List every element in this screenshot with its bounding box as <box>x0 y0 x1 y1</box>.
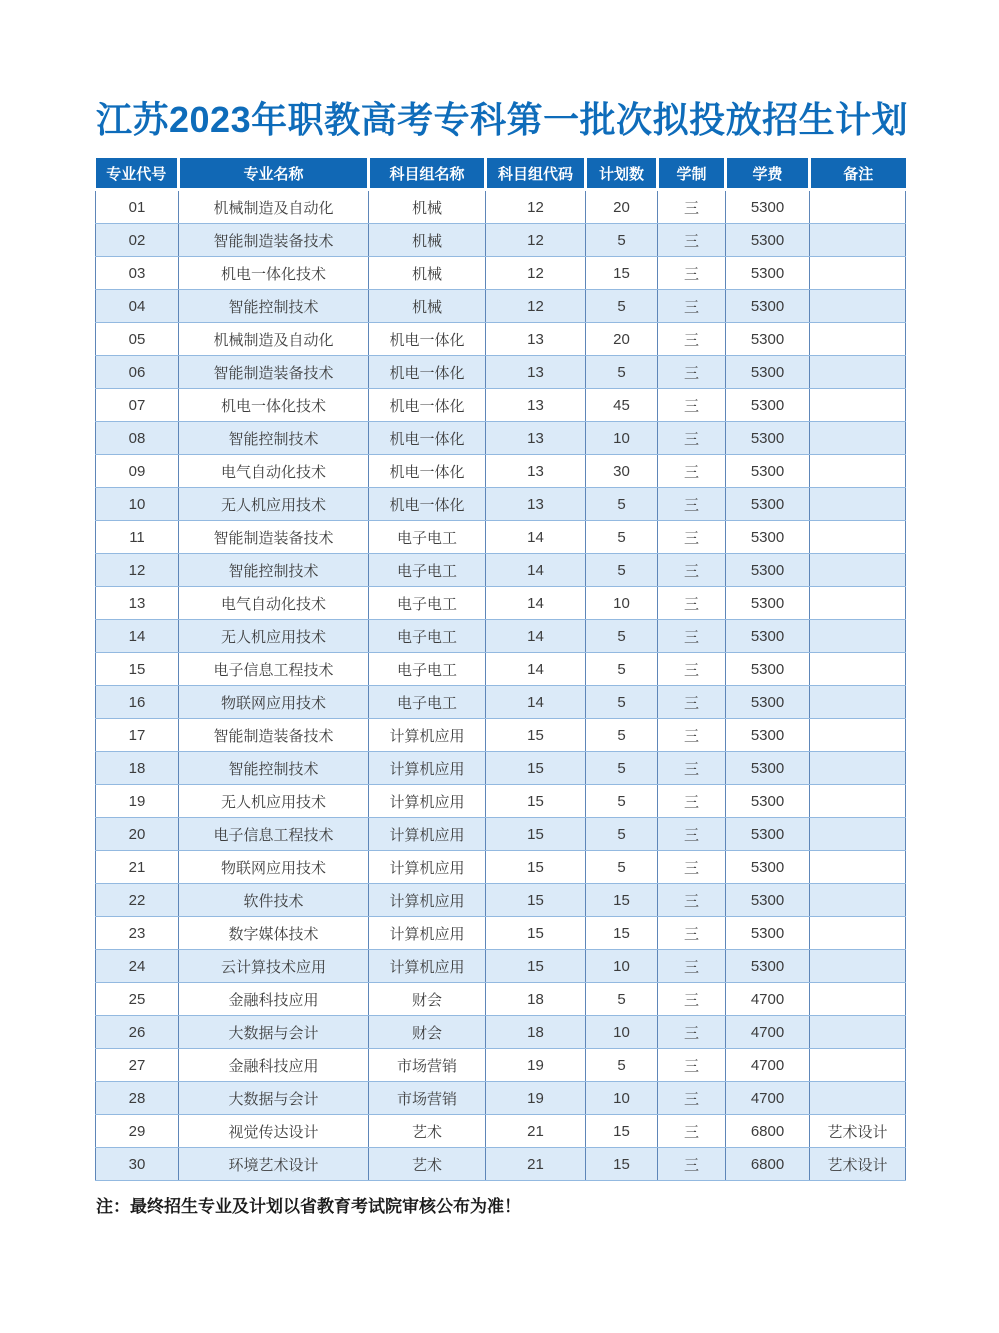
table-cell: 5 <box>586 488 658 521</box>
table-cell <box>810 554 906 587</box>
table-row <box>96 950 906 983</box>
table-cell: 6800 <box>726 1148 810 1181</box>
table-cell: 机电一体化 <box>369 356 486 389</box>
table-cell: 三 <box>658 719 726 752</box>
table-cell: 4700 <box>726 1016 810 1049</box>
table-row <box>96 422 906 455</box>
table-row <box>96 752 906 785</box>
table-cell: 15 <box>486 884 586 917</box>
table-cell: 三 <box>658 752 726 785</box>
table-cell: 19 <box>96 785 179 818</box>
table-row <box>96 620 906 653</box>
table-cell: 15 <box>486 851 586 884</box>
table-cell <box>810 1082 906 1115</box>
table-cell: 12 <box>96 554 179 587</box>
table-cell <box>810 257 906 290</box>
table-cell: 计算机应用 <box>369 818 486 851</box>
table-row <box>96 488 906 521</box>
column-header-3: 科目组名称 <box>369 158 486 190</box>
table-cell: 电子电工 <box>369 620 486 653</box>
table-row <box>96 190 906 224</box>
table-cell: 数字媒体技术 <box>179 917 369 950</box>
table-cell: 无人机应用技术 <box>179 785 369 818</box>
table-cell: 5300 <box>726 686 810 719</box>
table-cell: 三 <box>658 686 726 719</box>
table-cell: 18 <box>96 752 179 785</box>
table-cell <box>810 356 906 389</box>
table-cell: 5 <box>586 752 658 785</box>
table-cell: 电子电工 <box>369 686 486 719</box>
table-cell: 5 <box>586 521 658 554</box>
table-cell: 市场营销 <box>369 1082 486 1115</box>
table-cell: 三 <box>658 290 726 323</box>
table-cell: 三 <box>658 1082 726 1115</box>
column-header-7: 学费 <box>726 158 810 190</box>
table-cell: 机械 <box>369 224 486 257</box>
table-cell: 5 <box>586 224 658 257</box>
table-cell: 15 <box>586 1148 658 1181</box>
table-cell: 5300 <box>726 653 810 686</box>
table-cell: 5 <box>586 290 658 323</box>
table-cell: 5300 <box>726 356 810 389</box>
table-cell: 13 <box>486 389 586 422</box>
enrollment-plan-table <box>95 158 906 1181</box>
footer-note: 注：最终招生专业及计划以省教育考试院审核公布为准！ <box>96 1197 521 1216</box>
table-cell <box>810 488 906 521</box>
table-cell: 10 <box>96 488 179 521</box>
table-cell: 三 <box>658 587 726 620</box>
table-row <box>96 884 906 917</box>
table-cell: 14 <box>486 587 586 620</box>
table-cell: 13 <box>486 323 586 356</box>
table-cell: 14 <box>486 620 586 653</box>
table-cell: 11 <box>96 521 179 554</box>
table-row <box>96 587 906 620</box>
table-cell <box>810 1049 906 1082</box>
table-cell: 13 <box>96 587 179 620</box>
table-cell: 15 <box>96 653 179 686</box>
table-cell <box>810 290 906 323</box>
table-cell: 无人机应用技术 <box>179 488 369 521</box>
table-cell: 09 <box>96 455 179 488</box>
table-cell: 智能控制技术 <box>179 752 369 785</box>
table-cell <box>810 983 906 1016</box>
table-cell: 三 <box>658 521 726 554</box>
table-cell: 三 <box>658 190 726 224</box>
table-cell: 14 <box>486 554 586 587</box>
table-cell: 02 <box>96 224 179 257</box>
table-row <box>96 521 906 554</box>
table-cell <box>810 1016 906 1049</box>
table-cell: 4700 <box>726 1049 810 1082</box>
table-cell: 智能控制技术 <box>179 290 369 323</box>
table-cell: 5300 <box>726 190 810 224</box>
table-cell: 三 <box>658 620 726 653</box>
table-cell: 电子电工 <box>369 554 486 587</box>
table-cell: 三 <box>658 785 726 818</box>
table-cell: 12 <box>486 257 586 290</box>
table-cell: 20 <box>96 818 179 851</box>
table-cell: 25 <box>96 983 179 1016</box>
table-cell: 三 <box>658 917 726 950</box>
column-header-2: 专业名称 <box>179 158 369 190</box>
table-cell: 13 <box>486 422 586 455</box>
table-cell <box>810 620 906 653</box>
table-cell: 计算机应用 <box>369 950 486 983</box>
table-cell: 机电一体化 <box>369 422 486 455</box>
table-row <box>96 224 906 257</box>
table-cell: 三 <box>658 1016 726 1049</box>
table-cell: 12 <box>486 190 586 224</box>
table-cell <box>810 785 906 818</box>
table-cell: 三 <box>658 950 726 983</box>
table-cell: 21 <box>486 1148 586 1181</box>
table-cell: 电气自动化技术 <box>179 455 369 488</box>
table-cell: 20 <box>586 323 658 356</box>
table-row <box>96 323 906 356</box>
table-cell: 15 <box>486 917 586 950</box>
table-cell: 艺术 <box>369 1148 486 1181</box>
table-cell <box>810 521 906 554</box>
table-cell: 三 <box>658 653 726 686</box>
table-cell: 环境艺术设计 <box>179 1148 369 1181</box>
table-cell: 13 <box>486 488 586 521</box>
table-cell: 智能控制技术 <box>179 554 369 587</box>
table-cell: 三 <box>658 356 726 389</box>
column-header-5: 计划数 <box>586 158 658 190</box>
table-row <box>96 554 906 587</box>
table-cell: 5300 <box>726 521 810 554</box>
table-cell: 三 <box>658 818 726 851</box>
table-cell: 6800 <box>726 1115 810 1148</box>
table-cell <box>810 884 906 917</box>
table-cell: 三 <box>658 455 726 488</box>
table-cell: 物联网应用技术 <box>179 686 369 719</box>
table-cell: 14 <box>486 653 586 686</box>
table-cell: 三 <box>658 884 726 917</box>
table-cell: 01 <box>96 190 179 224</box>
table-row <box>96 389 906 422</box>
table-header-row <box>96 158 906 190</box>
table-cell: 三 <box>658 323 726 356</box>
table-cell: 19 <box>486 1082 586 1115</box>
table-cell: 大数据与会计 <box>179 1082 369 1115</box>
table-cell: 三 <box>658 389 726 422</box>
table-cell: 21 <box>96 851 179 884</box>
table-header <box>96 158 906 190</box>
table-row <box>96 686 906 719</box>
table-row <box>96 851 906 884</box>
table-cell <box>810 653 906 686</box>
table-cell: 17 <box>96 719 179 752</box>
table-cell: 财会 <box>369 1016 486 1049</box>
table-cell: 4700 <box>726 1082 810 1115</box>
table-cell: 5300 <box>726 554 810 587</box>
table-row <box>96 1115 906 1148</box>
table-cell: 15 <box>486 785 586 818</box>
table-cell <box>810 686 906 719</box>
table-row <box>96 1082 906 1115</box>
table-cell: 计算机应用 <box>369 752 486 785</box>
table-cell: 45 <box>586 389 658 422</box>
table-cell: 艺术 <box>369 1115 486 1148</box>
table-cell <box>810 224 906 257</box>
table-cell: 5300 <box>726 620 810 653</box>
table-cell: 5300 <box>726 455 810 488</box>
table-cell: 15 <box>486 752 586 785</box>
table-cell: 19 <box>486 1049 586 1082</box>
table-cell: 5 <box>586 983 658 1016</box>
table-cell: 30 <box>586 455 658 488</box>
table-cell: 三 <box>658 257 726 290</box>
table-row <box>96 917 906 950</box>
table-cell: 机械制造及自动化 <box>179 190 369 224</box>
table-cell: 三 <box>658 422 726 455</box>
table-cell: 三 <box>658 1115 726 1148</box>
table-cell: 电子信息工程技术 <box>179 653 369 686</box>
table-cell: 三 <box>658 983 726 1016</box>
table-cell: 智能控制技术 <box>179 422 369 455</box>
table-cell <box>810 719 906 752</box>
table-cell: 30 <box>96 1148 179 1181</box>
table-cell: 15 <box>486 950 586 983</box>
table-cell: 艺术设计 <box>810 1115 906 1148</box>
table-cell: 三 <box>658 488 726 521</box>
table-cell <box>810 323 906 356</box>
table-cell: 13 <box>486 356 586 389</box>
table-cell: 三 <box>658 224 726 257</box>
table-cell: 机电一体化技术 <box>179 389 369 422</box>
table-cell: 机电一体化 <box>369 455 486 488</box>
table-row <box>96 290 906 323</box>
table-cell: 智能制造装备技术 <box>179 719 369 752</box>
table-cell: 5 <box>586 356 658 389</box>
column-header-1: 专业代号 <box>96 158 179 190</box>
table-cell: 14 <box>486 686 586 719</box>
table-cell: 15 <box>486 719 586 752</box>
table-cell: 12 <box>486 290 586 323</box>
table-cell: 4700 <box>726 983 810 1016</box>
table-row <box>96 356 906 389</box>
table-cell: 05 <box>96 323 179 356</box>
table-cell: 智能制造装备技术 <box>179 521 369 554</box>
table-cell: 物联网应用技术 <box>179 851 369 884</box>
table-row <box>96 719 906 752</box>
table-cell: 5300 <box>726 785 810 818</box>
table-cell <box>810 818 906 851</box>
table-body <box>96 190 906 1181</box>
table-cell: 14 <box>96 620 179 653</box>
table-cell <box>810 422 906 455</box>
table-cell: 04 <box>96 290 179 323</box>
table-cell: 金融科技应用 <box>179 983 369 1016</box>
table-cell: 大数据与会计 <box>179 1016 369 1049</box>
table-cell: 14 <box>486 521 586 554</box>
table-cell: 16 <box>96 686 179 719</box>
table-cell: 5300 <box>726 290 810 323</box>
table-cell: 18 <box>486 983 586 1016</box>
table-cell: 5300 <box>726 224 810 257</box>
table-cell: 机械 <box>369 190 486 224</box>
table-cell: 10 <box>586 1016 658 1049</box>
table-cell: 5300 <box>726 851 810 884</box>
table-cell: 机械 <box>369 290 486 323</box>
table-cell: 15 <box>586 917 658 950</box>
table-cell: 机电一体化 <box>369 488 486 521</box>
table-cell: 5300 <box>726 323 810 356</box>
table-cell: 5300 <box>726 488 810 521</box>
table-cell: 计算机应用 <box>369 785 486 818</box>
table-row <box>96 818 906 851</box>
table-cell: 5300 <box>726 752 810 785</box>
table-cell: 23 <box>96 917 179 950</box>
table-cell: 12 <box>486 224 586 257</box>
table-cell: 视觉传达设计 <box>179 1115 369 1148</box>
table-cell: 计算机应用 <box>369 917 486 950</box>
table-cell: 艺术设计 <box>810 1148 906 1181</box>
table-cell <box>810 917 906 950</box>
table-cell: 27 <box>96 1049 179 1082</box>
table-cell: 5 <box>586 686 658 719</box>
table-cell: 5300 <box>726 389 810 422</box>
table-cell: 5 <box>586 719 658 752</box>
column-header-8: 备注 <box>810 158 906 190</box>
table-cell: 10 <box>586 422 658 455</box>
table-row <box>96 785 906 818</box>
table-cell: 市场营销 <box>369 1049 486 1082</box>
table-cell: 18 <box>486 1016 586 1049</box>
table-cell: 财会 <box>369 983 486 1016</box>
table-cell: 26 <box>96 1016 179 1049</box>
table-cell: 三 <box>658 554 726 587</box>
table-cell: 计算机应用 <box>369 884 486 917</box>
table-cell: 智能制造装备技术 <box>179 224 369 257</box>
table-cell: 24 <box>96 950 179 983</box>
table-cell: 电子信息工程技术 <box>179 818 369 851</box>
column-header-6: 学制 <box>658 158 726 190</box>
table-cell: 28 <box>96 1082 179 1115</box>
table-cell: 5 <box>586 653 658 686</box>
table-cell: 21 <box>486 1115 586 1148</box>
table-cell: 5 <box>586 554 658 587</box>
table-cell <box>810 455 906 488</box>
table-cell: 云计算技术应用 <box>179 950 369 983</box>
table-cell: 15 <box>586 1115 658 1148</box>
table-row <box>96 983 906 1016</box>
column-header-4: 科目组代码 <box>486 158 586 190</box>
table-cell: 5 <box>586 851 658 884</box>
table-cell: 15 <box>486 818 586 851</box>
table-cell: 10 <box>586 1082 658 1115</box>
table-cell: 电子电工 <box>369 587 486 620</box>
table-cell: 5300 <box>726 719 810 752</box>
table-cell: 智能制造装备技术 <box>179 356 369 389</box>
table-cell: 13 <box>486 455 586 488</box>
table-row <box>96 257 906 290</box>
table-cell: 20 <box>586 190 658 224</box>
table-cell: 5300 <box>726 257 810 290</box>
table-cell: 机械 <box>369 257 486 290</box>
table-cell: 29 <box>96 1115 179 1148</box>
table-cell <box>810 389 906 422</box>
table-cell: 金融科技应用 <box>179 1049 369 1082</box>
table-row <box>96 1148 906 1181</box>
table-cell: 5 <box>586 818 658 851</box>
table-cell: 机电一体化 <box>369 323 486 356</box>
table-cell: 10 <box>586 587 658 620</box>
table-cell: 03 <box>96 257 179 290</box>
table-cell: 10 <box>586 950 658 983</box>
table-cell <box>810 190 906 224</box>
table-cell: 07 <box>96 389 179 422</box>
table-cell: 5300 <box>726 950 810 983</box>
table-cell: 机电一体化技术 <box>179 257 369 290</box>
table-cell: 06 <box>96 356 179 389</box>
table-cell: 计算机应用 <box>369 719 486 752</box>
table-cell <box>810 851 906 884</box>
table-cell: 22 <box>96 884 179 917</box>
table-cell: 电子电工 <box>369 521 486 554</box>
table-cell: 5300 <box>726 422 810 455</box>
table-cell: 电气自动化技术 <box>179 587 369 620</box>
table-row <box>96 455 906 488</box>
table-cell: 三 <box>658 851 726 884</box>
table-cell: 5300 <box>726 884 810 917</box>
table-cell: 计算机应用 <box>369 851 486 884</box>
table-cell: 15 <box>586 257 658 290</box>
table-cell: 软件技术 <box>179 884 369 917</box>
table-row <box>96 653 906 686</box>
table-cell: 三 <box>658 1148 726 1181</box>
table-cell: 5300 <box>726 818 810 851</box>
table-cell: 08 <box>96 422 179 455</box>
table-cell: 电子电工 <box>369 653 486 686</box>
table-cell: 5 <box>586 1049 658 1082</box>
table-cell: 5 <box>586 785 658 818</box>
table-cell: 无人机应用技术 <box>179 620 369 653</box>
table-cell: 5300 <box>726 917 810 950</box>
table-cell <box>810 752 906 785</box>
table-cell: 三 <box>658 1049 726 1082</box>
table-cell: 5300 <box>726 587 810 620</box>
page-title: 江苏2023年职教高考专科第一批次拟投放招生计划 <box>96 99 909 140</box>
table-cell: 15 <box>586 884 658 917</box>
table-cell: 5 <box>586 620 658 653</box>
table-cell: 机电一体化 <box>369 389 486 422</box>
table-row <box>96 1016 906 1049</box>
table-cell <box>810 950 906 983</box>
table-cell <box>810 587 906 620</box>
table-cell: 机械制造及自动化 <box>179 323 369 356</box>
table-row <box>96 1049 906 1082</box>
